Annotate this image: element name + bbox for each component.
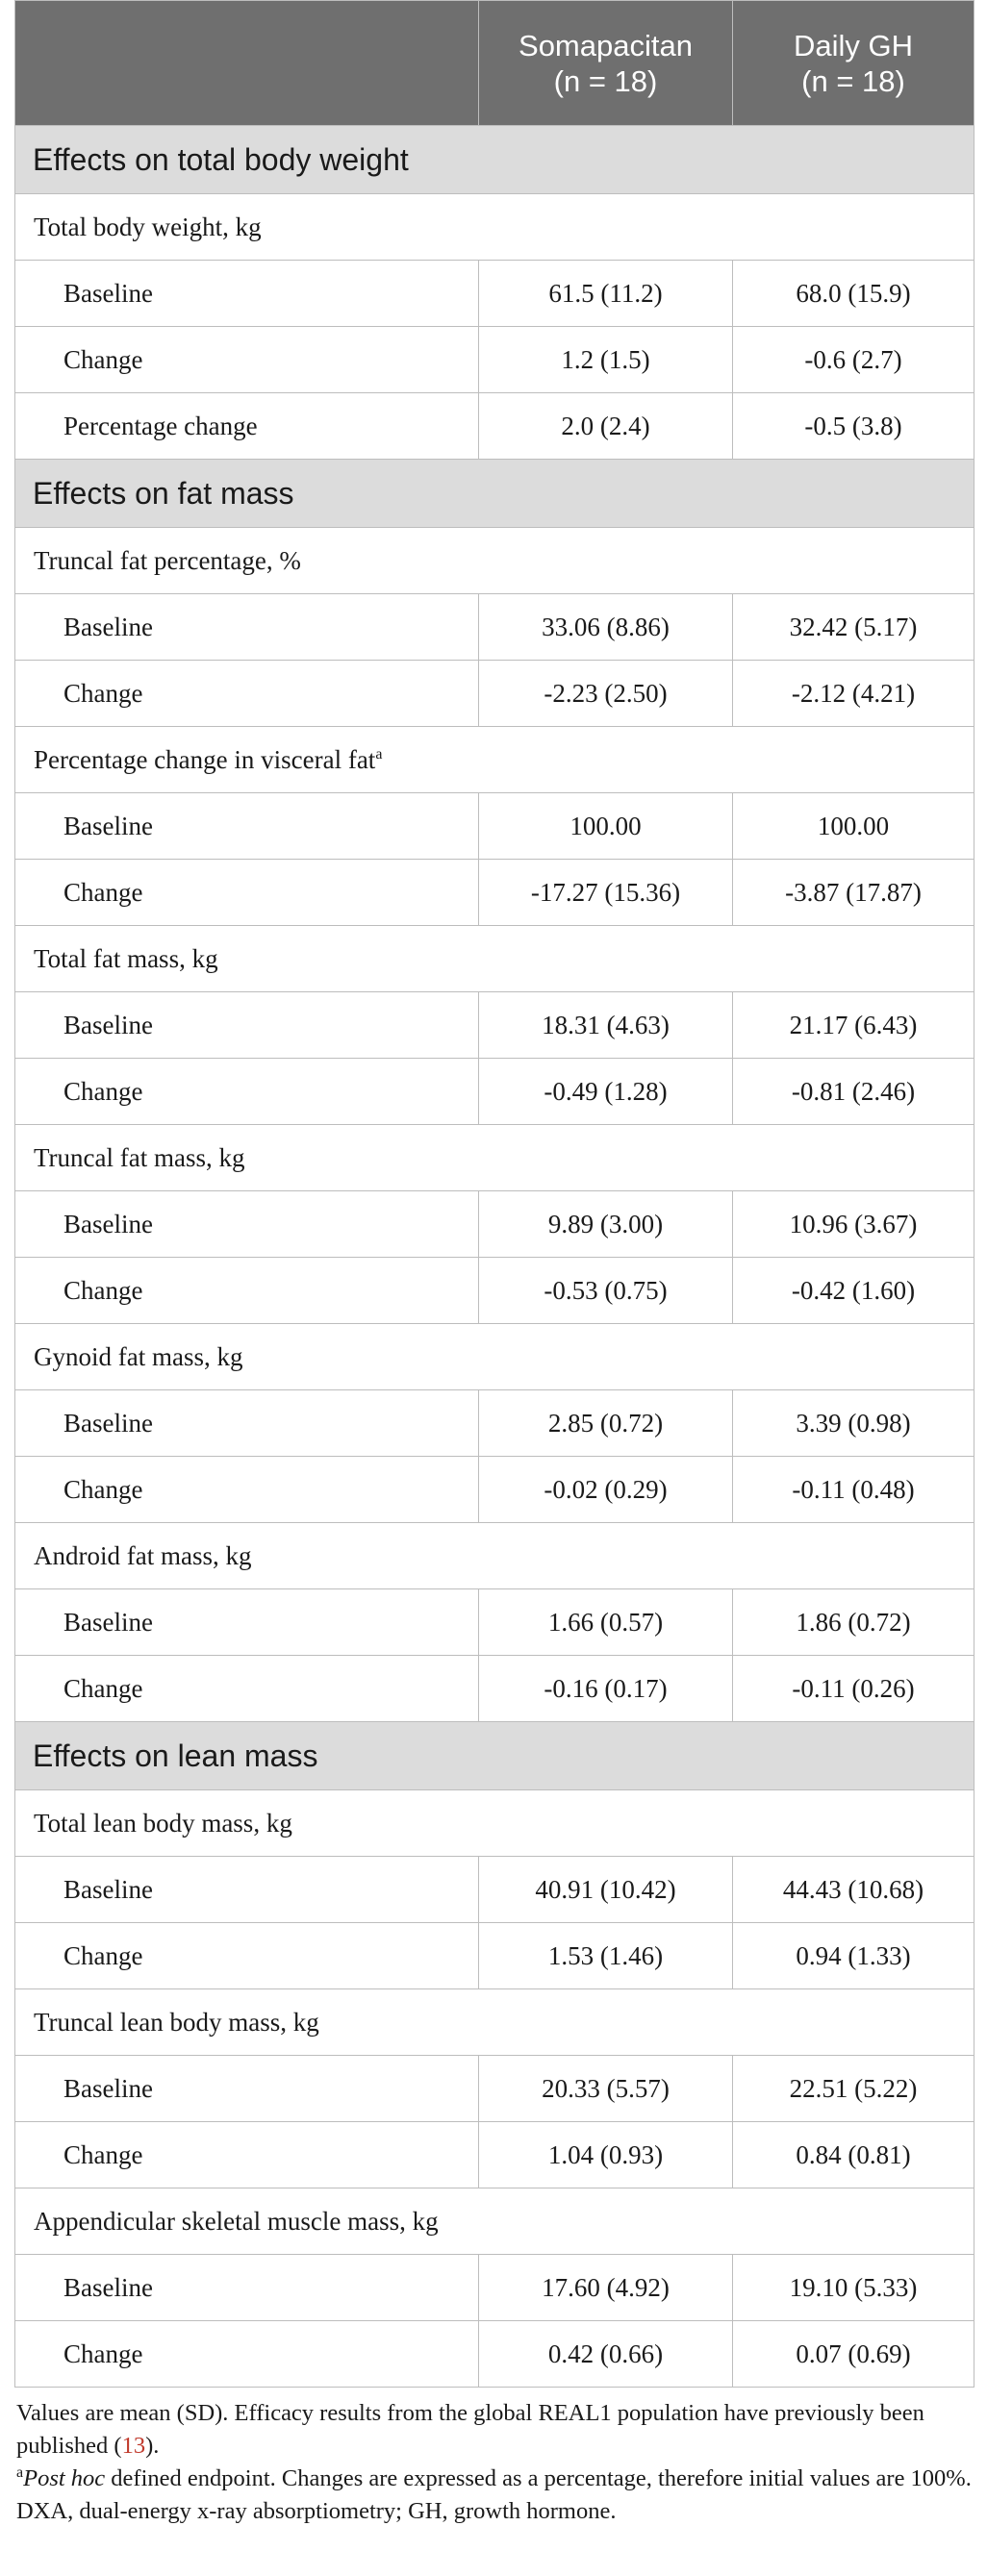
daily-gh-value: 3.39 (0.98)	[733, 1390, 974, 1457]
footnote-values	[16, 2397, 974, 2463]
header-daily-gh-name: Daily GH	[793, 28, 913, 63]
table-row	[15, 594, 974, 661]
header-somapacitan-n: (n = 18)	[553, 63, 658, 98]
group-label: Appendicular skeletal muscle mass, kg	[34, 2206, 439, 2236]
table-row	[15, 661, 974, 727]
group-label: Total fat mass, kg	[34, 943, 218, 973]
row-label: Baseline	[15, 1857, 479, 1923]
somapacitan-value: 1.53 (1.46)	[479, 1923, 733, 1989]
header-somapacitan-name: Somapacitan	[519, 28, 693, 63]
daily-gh-value: -0.42 (1.60)	[733, 1258, 974, 1324]
row-label: Change	[15, 661, 479, 727]
group-label: Truncal fat percentage, %	[34, 545, 301, 575]
daily-gh-value: -2.12 (4.21)	[733, 661, 974, 727]
table-row	[15, 1258, 974, 1324]
daily-gh-value: 10.96 (3.67)	[733, 1191, 974, 1258]
daily-gh-value: 68.0 (15.9)	[733, 261, 974, 327]
somapacitan-value: -17.27 (15.36)	[479, 860, 733, 926]
group-label: Percentage change in visceral fat	[34, 744, 376, 774]
group-label: Total lean body mass, kg	[34, 1808, 292, 1838]
group-label: Total body weight, kg	[34, 212, 262, 241]
group-label-cell	[15, 1989, 974, 2056]
table-row	[15, 1923, 974, 1989]
header-blank-cell	[15, 1, 479, 126]
table-row	[15, 1191, 974, 1258]
header-daily-gh	[733, 1, 974, 126]
somapacitan-value: 2.85 (0.72)	[479, 1390, 733, 1457]
section-header-row	[15, 126, 974, 194]
group-label: Truncal fat mass, kg	[34, 1142, 245, 1172]
footnote-post-hoc	[16, 2463, 974, 2495]
table-row	[15, 1390, 974, 1457]
table-row	[15, 1059, 974, 1125]
somapacitan-value: 0.42 (0.66)	[479, 2321, 733, 2388]
group-label-cell	[15, 1790, 974, 1857]
row-label: Change	[15, 327, 479, 393]
somapacitan-value: 18.31 (4.63)	[479, 992, 733, 1059]
somapacitan-value: 61.5 (11.2)	[479, 261, 733, 327]
reference-link[interactable]: 13	[121, 2433, 146, 2459]
group-label-row	[15, 1989, 974, 2056]
daily-gh-value: -0.6 (2.7)	[733, 327, 974, 393]
table-row	[15, 393, 974, 460]
row-label: Change	[15, 1258, 479, 1324]
group-label-cell	[15, 1324, 974, 1390]
row-label: Baseline	[15, 1390, 479, 1457]
somapacitan-value: 1.66 (0.57)	[479, 1589, 733, 1656]
row-label: Baseline	[15, 2255, 479, 2321]
group-label: Truncal lean body mass, kg	[34, 2007, 319, 2037]
somapacitan-value: 40.91 (10.42)	[479, 1857, 733, 1923]
daily-gh-value: -0.11 (0.48)	[733, 1457, 974, 1523]
row-label: Baseline	[15, 992, 479, 1059]
row-label: Change	[15, 1059, 479, 1125]
row-label: Change	[15, 1923, 479, 1989]
daily-gh-value: -0.81 (2.46)	[733, 1059, 974, 1125]
results-table	[14, 0, 974, 2388]
table-header-row	[15, 1, 974, 126]
table-figure	[14, 0, 974, 2528]
row-label: Baseline	[15, 2056, 479, 2122]
daily-gh-value: -0.5 (3.8)	[733, 393, 974, 460]
table-row	[15, 860, 974, 926]
daily-gh-value: 0.84 (0.81)	[733, 2122, 974, 2188]
somapacitan-value: -0.53 (0.75)	[479, 1258, 733, 1324]
somapacitan-value: 1.04 (0.93)	[479, 2122, 733, 2188]
footnote-values-text: Values are mean (SD). Efficacy results from the global REAL1 population have previously been published (	[16, 2400, 924, 2459]
daily-gh-value: 32.42 (5.17)	[733, 594, 974, 661]
row-label: Baseline	[15, 261, 479, 327]
group-label-cell	[15, 1125, 974, 1191]
daily-gh-value: 0.94 (1.33)	[733, 1923, 974, 1989]
daily-gh-value: -0.11 (0.26)	[733, 1656, 974, 1722]
daily-gh-value: 21.17 (6.43)	[733, 992, 974, 1059]
row-label: Baseline	[15, 1191, 479, 1258]
row-label: Change	[15, 860, 479, 926]
table-row	[15, 1857, 974, 1923]
somapacitan-value: 2.0 (2.4)	[479, 393, 733, 460]
daily-gh-value: 1.86 (0.72)	[733, 1589, 974, 1656]
group-label-row	[15, 1324, 974, 1390]
table-footnotes	[14, 2397, 974, 2528]
group-label-cell	[15, 1523, 974, 1589]
daily-gh-value: 0.07 (0.69)	[733, 2321, 974, 2388]
group-label-row	[15, 528, 974, 594]
somapacitan-value: -0.02 (0.29)	[479, 1457, 733, 1523]
section-title: Effects on fat mass	[15, 460, 974, 528]
somapacitan-value: 100.00	[479, 793, 733, 860]
table-row	[15, 2056, 974, 2122]
row-label: Baseline	[15, 1589, 479, 1656]
footnote-abbreviations: DXA, dual-energy x-ray absorptiometry; GH, growth hormone.	[16, 2498, 617, 2524]
table-row	[15, 2255, 974, 2321]
table-row	[15, 1457, 974, 1523]
group-label-row	[15, 1125, 974, 1191]
table-row	[15, 992, 974, 1059]
row-label: Percentage change	[15, 393, 479, 460]
daily-gh-value: 100.00	[733, 793, 974, 860]
somapacitan-value: 1.2 (1.5)	[479, 327, 733, 393]
group-label-row	[15, 194, 974, 261]
footnote-values-end: ).	[145, 2433, 160, 2459]
somapacitan-value: 33.06 (8.86)	[479, 594, 733, 661]
footnote-marker: a	[16, 2463, 24, 2481]
footnote-marker: a	[375, 745, 383, 763]
group-label-row	[15, 1523, 974, 1589]
daily-gh-value: 44.43 (10.68)	[733, 1857, 974, 1923]
somapacitan-value: -0.49 (1.28)	[479, 1059, 733, 1125]
table-row	[15, 2321, 974, 2388]
row-label: Baseline	[15, 594, 479, 661]
footnote-post-hoc-text: defined endpoint. Changes are expressed as a percentage, therefore initial values are 100%.	[105, 2465, 972, 2491]
row-label: Change	[15, 2122, 479, 2188]
group-label-cell	[15, 2188, 974, 2255]
section-title: Effects on total body weight	[15, 126, 974, 194]
header-daily-gh-n: (n = 18)	[801, 63, 905, 98]
table-row	[15, 261, 974, 327]
table-row	[15, 1656, 974, 1722]
table-row	[15, 793, 974, 860]
group-label-row	[15, 1790, 974, 1857]
group-label-cell	[15, 528, 974, 594]
row-label: Baseline	[15, 793, 479, 860]
group-label-cell	[15, 727, 974, 793]
section-title: Effects on lean mass	[15, 1722, 974, 1790]
row-label: Change	[15, 1656, 479, 1722]
group-label-row	[15, 926, 974, 992]
daily-gh-value: 19.10 (5.33)	[733, 2255, 974, 2321]
row-label: Change	[15, 2321, 479, 2388]
group-label-cell	[15, 926, 974, 992]
row-label: Change	[15, 1457, 479, 1523]
header-somapacitan	[479, 1, 733, 126]
daily-gh-value: -3.87 (17.87)	[733, 860, 974, 926]
group-label-cell	[15, 194, 974, 261]
section-header-row	[15, 460, 974, 528]
somapacitan-value: 9.89 (3.00)	[479, 1191, 733, 1258]
group-label-row	[15, 2188, 974, 2255]
table-row	[15, 1589, 974, 1656]
footnote-post-hoc-italic: Post hoc	[23, 2465, 106, 2491]
somapacitan-value: -0.16 (0.17)	[479, 1656, 733, 1722]
somapacitan-value: 20.33 (5.57)	[479, 2056, 733, 2122]
somapacitan-value: -2.23 (2.50)	[479, 661, 733, 727]
table-body	[15, 126, 974, 2388]
somapacitan-value: 17.60 (4.92)	[479, 2255, 733, 2321]
group-label: Gynoid fat mass, kg	[34, 1341, 243, 1371]
table-row	[15, 327, 974, 393]
group-label: Android fat mass, kg	[34, 1540, 252, 1570]
daily-gh-value: 22.51 (5.22)	[733, 2056, 974, 2122]
table-row	[15, 2122, 974, 2188]
group-label-row	[15, 727, 974, 793]
section-header-row	[15, 1722, 974, 1790]
